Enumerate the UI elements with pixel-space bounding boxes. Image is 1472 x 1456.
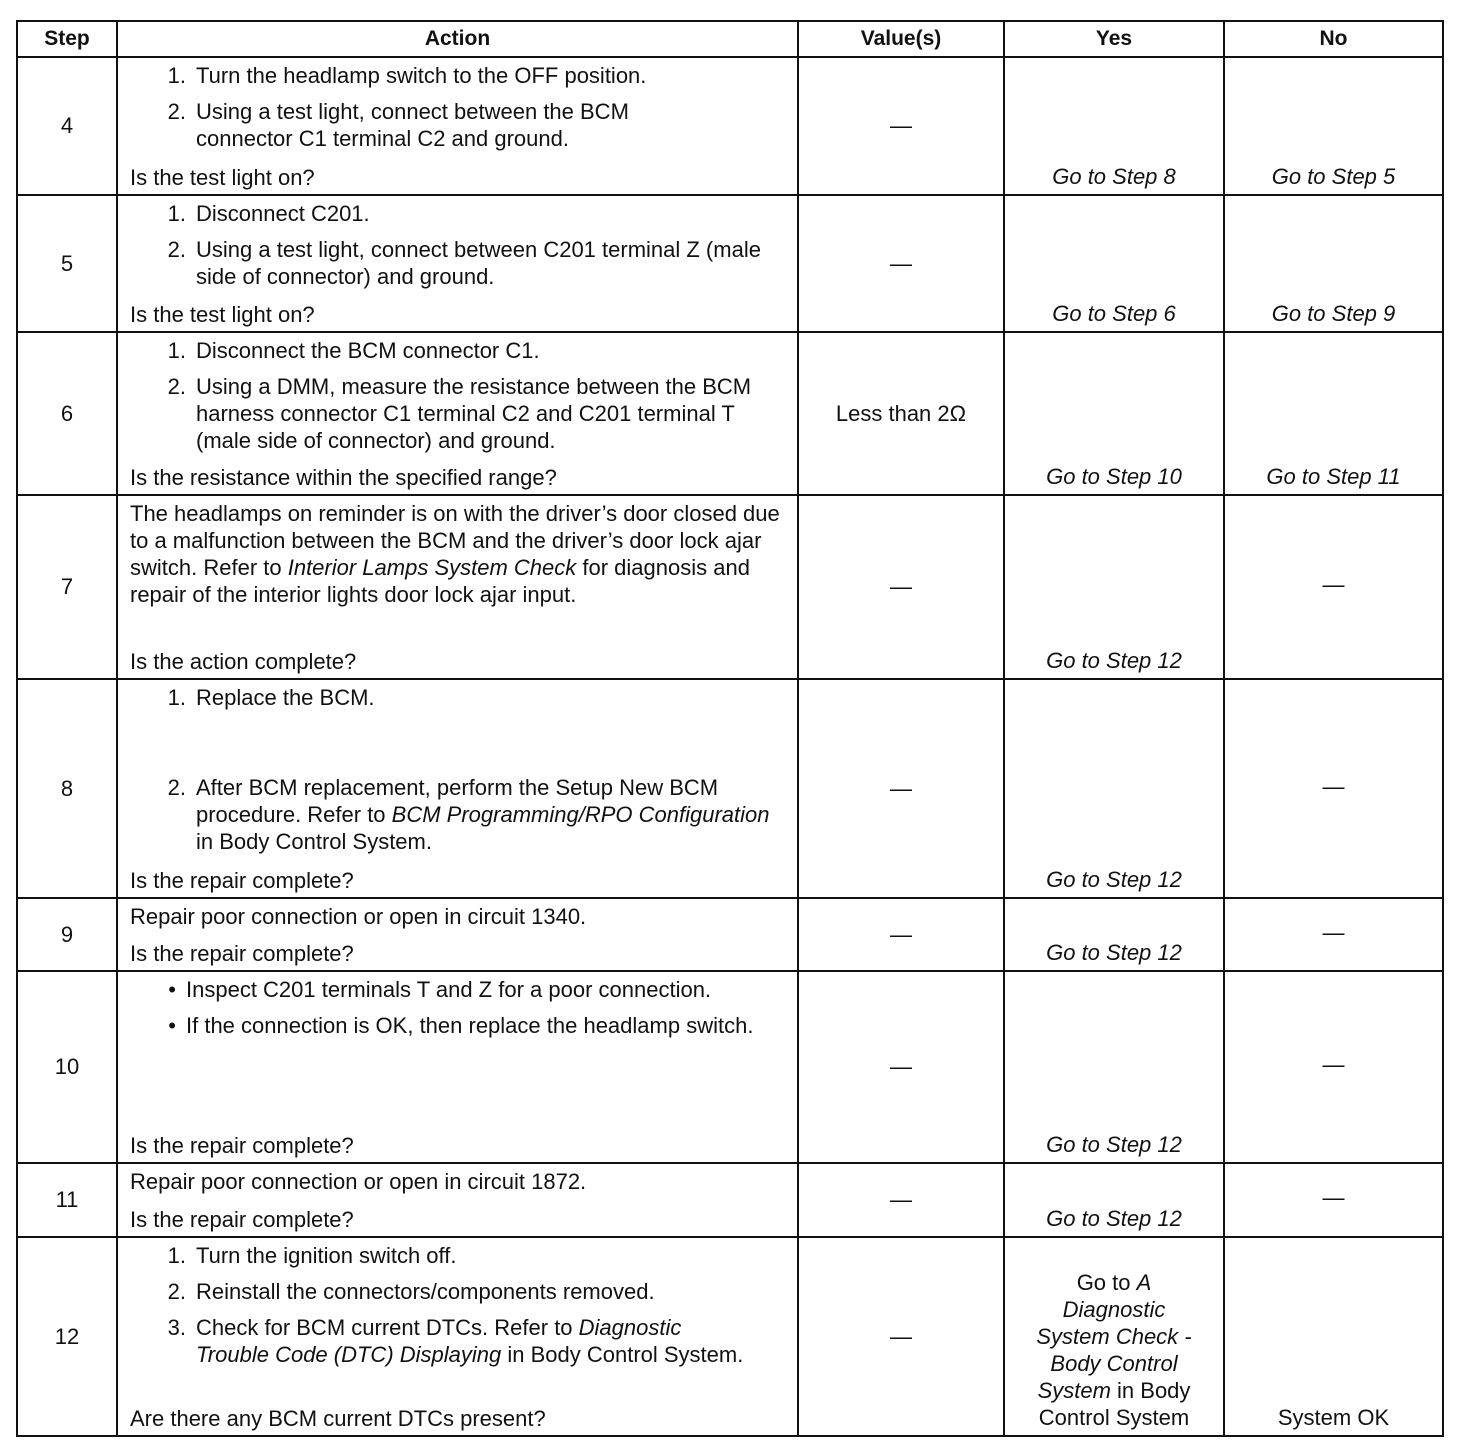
step-number: 7 bbox=[17, 495, 117, 679]
action-cell bbox=[117, 898, 798, 971]
step-number: 5 bbox=[17, 195, 117, 332]
list-item: 1. Disconnect the BCM connector C1. bbox=[167, 338, 540, 363]
no-cell: Go to Step 9 bbox=[1224, 195, 1443, 332]
value-cell: — bbox=[798, 195, 1004, 332]
no-cell: — bbox=[1224, 495, 1443, 679]
table-row bbox=[17, 1163, 1443, 1237]
reference-link: A Diagnostic System Check - Body Control System bbox=[1036, 1270, 1192, 1403]
table-row bbox=[17, 679, 1443, 898]
list-item: 1. Replace the BCM. bbox=[167, 685, 375, 710]
step-number: 11 bbox=[17, 1163, 117, 1237]
list-item: 2. Reinstall the connectors/components removed. bbox=[167, 1279, 655, 1304]
header-row bbox=[17, 21, 1443, 57]
action-question: Is the test light on? bbox=[130, 302, 315, 327]
step-number: 6 bbox=[17, 332, 117, 495]
table-row bbox=[17, 195, 1443, 332]
value-cell: — bbox=[798, 495, 1004, 679]
action-cell bbox=[117, 1237, 798, 1436]
table-row bbox=[17, 898, 1443, 971]
value-cell: — bbox=[798, 898, 1004, 971]
header-step: Step bbox=[17, 21, 117, 57]
action-cell bbox=[117, 971, 798, 1163]
no-cell: — bbox=[1224, 898, 1443, 971]
no-cell: Go to Step 5 bbox=[1224, 57, 1443, 195]
value-cell: — bbox=[798, 971, 1004, 1163]
list-item: 1. Disconnect C201. bbox=[167, 201, 370, 226]
action-question: Is the test light on? bbox=[130, 165, 315, 190]
no-cell: — bbox=[1224, 1163, 1443, 1237]
reference-link: Interior Lamps System Check bbox=[287, 555, 577, 580]
list-item: 3. Check for BCM current DTCs. Refer to Diagnostic Trouble Code (DTC) Displaying in Body Control System. bbox=[167, 1315, 744, 1367]
value-cell: — bbox=[798, 679, 1004, 898]
yes-cell: Go to Step 12 bbox=[1004, 971, 1224, 1163]
list-item: 2. After BCM replacement, perform the Setup New BCM procedure. Refer to BCM Programming/RPO Configuration in Body Control System. bbox=[167, 775, 770, 854]
action-line: Repair poor connection or open in circuit 1872. bbox=[130, 1169, 587, 1194]
table-row bbox=[17, 57, 1443, 195]
list-item: 1. Turn the headlamp switch to the OFF position. bbox=[167, 63, 647, 88]
value-cell: — bbox=[798, 1237, 1004, 1436]
action-question: Is the repair complete? bbox=[130, 1207, 354, 1232]
table-row bbox=[17, 971, 1443, 1163]
no-cell: System OK bbox=[1224, 1237, 1443, 1436]
yes-cell: Go to Step 10 bbox=[1004, 332, 1224, 495]
no-cell: Go to Step 11 bbox=[1224, 332, 1443, 495]
header-yes: Yes bbox=[1004, 21, 1224, 57]
header-values: Value(s) bbox=[798, 21, 1004, 57]
list-item: 2. Using a test light, connect between C201 terminal Z (male side of connector) and ground. bbox=[167, 237, 761, 289]
header-no: No bbox=[1224, 21, 1443, 57]
diagnostic-table bbox=[16, 20, 1444, 1437]
action-line: Repair poor connection or open in circuit 1340. bbox=[130, 904, 587, 929]
action-cell bbox=[117, 495, 798, 679]
action-cell bbox=[117, 679, 798, 898]
list-item: 1. Turn the ignition switch off. bbox=[167, 1243, 457, 1268]
action-cell bbox=[117, 195, 798, 332]
action-paragraph: The headlamps on reminder is on with the driver’s door closed due to a malfunction between the BCM and the driver’s door lock ajar switch. Refer to Interior Lamps System Check for diagnosis and repair of the interior lights door lock ajar input. bbox=[130, 501, 780, 607]
step-number: 10 bbox=[17, 971, 117, 1163]
table-row bbox=[17, 1237, 1443, 1436]
table-row bbox=[17, 332, 1443, 495]
action-question: Is the repair complete? bbox=[130, 1133, 354, 1158]
step-number: 12 bbox=[17, 1237, 117, 1436]
action-question: Is the resistance within the specified range? bbox=[130, 465, 557, 490]
header-action: Action bbox=[117, 21, 798, 57]
value-cell: — bbox=[798, 1163, 1004, 1237]
yes-cell: Go to Step 12 bbox=[1004, 679, 1224, 898]
list-item: • Inspect C201 terminals T and Z for a poor connection. bbox=[168, 977, 712, 1002]
step-number: 4 bbox=[17, 57, 117, 195]
table-row bbox=[17, 495, 1443, 679]
action-question: Are there any BCM current DTCs present? bbox=[130, 1406, 546, 1431]
yes-cell: Go to Step 12 bbox=[1004, 495, 1224, 679]
list-item: • If the connection is OK, then replace the headlamp switch. bbox=[168, 1013, 754, 1038]
yes-cell: Go to A Diagnostic System Check - Body Control System in Body Control System bbox=[1004, 1237, 1224, 1436]
reference-link: Diagnostic Trouble Code (DTC) Displaying bbox=[196, 1315, 682, 1367]
action-cell bbox=[117, 332, 798, 495]
action-cell bbox=[117, 1163, 798, 1237]
value-cell: Less than 2Ω bbox=[798, 332, 1004, 495]
reference-link: BCM Programming/RPO Configuration bbox=[391, 802, 770, 827]
yes-cell: Go to Step 12 bbox=[1004, 898, 1224, 971]
no-cell: — bbox=[1224, 679, 1443, 898]
yes-cell: Go to Step 8 bbox=[1004, 57, 1224, 195]
list-item: 2. Using a DMM, measure the resistance between the BCM harness connector C1 terminal C2 and C201 terminal T (male side of connector) and ground. bbox=[167, 374, 752, 453]
yes-cell: Go to Step 12 bbox=[1004, 1163, 1224, 1237]
step-number: 9 bbox=[17, 898, 117, 971]
yes-cell: Go to Step 6 bbox=[1004, 195, 1224, 332]
step-number: 8 bbox=[17, 679, 117, 898]
no-cell: — bbox=[1224, 971, 1443, 1163]
action-question: Is the action complete? bbox=[130, 649, 357, 674]
value-cell: — bbox=[798, 57, 1004, 195]
list-item: 2. Using a test light, connect between the BCM connector C1 terminal C2 and ground. bbox=[167, 99, 629, 151]
action-question: Is the repair complete? bbox=[130, 868, 354, 893]
action-question: Is the repair complete? bbox=[130, 941, 354, 966]
action-cell bbox=[117, 57, 798, 195]
